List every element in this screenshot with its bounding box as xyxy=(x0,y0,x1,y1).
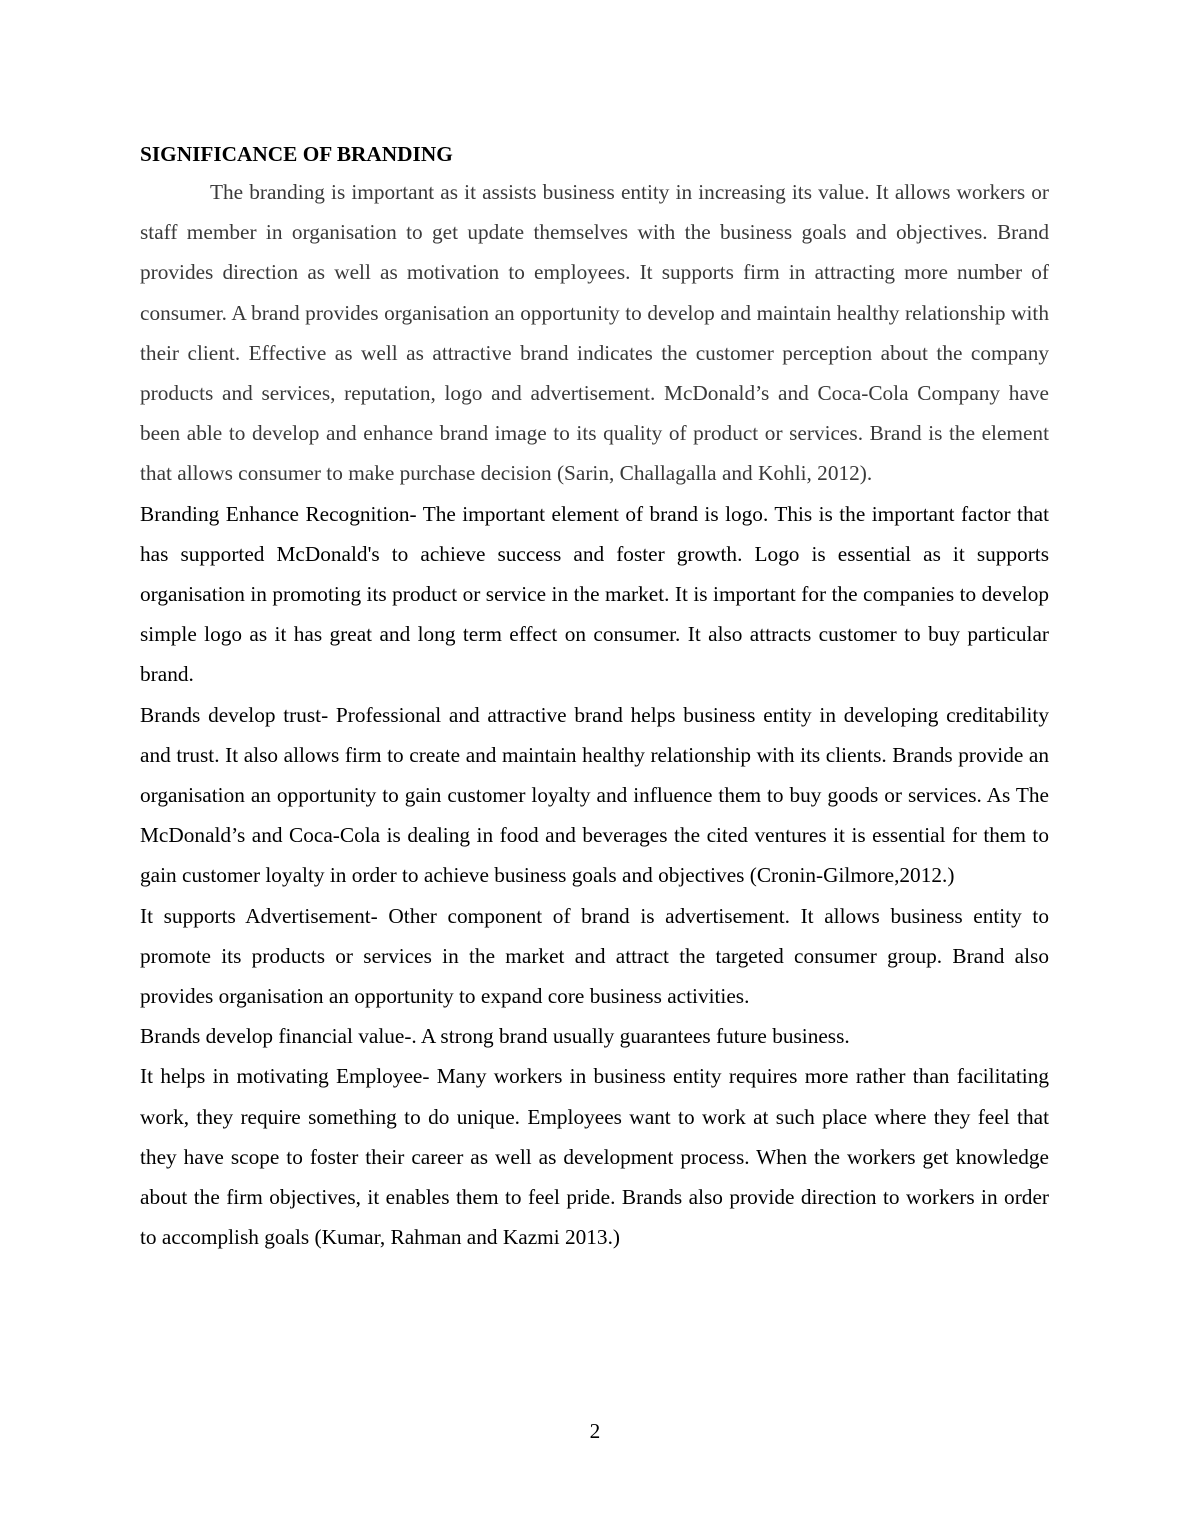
paragraph-recognition: Branding Enhance Recognition- The important element of brand is logo. This is the important factor that has supported McDonald's to achieve success and foster growth. Logo is essential as it supports organisation in promoting its product or service in the market. It is important for the companies to develop simple logo as it has great and long term effect on consumer. It also attracts customer to buy particular brand. xyxy=(140,501,1049,687)
page-number: 2 xyxy=(589,1419,601,1443)
paragraph-financial-value: Brands develop financial value-. A strong brand usually guarantees future business. xyxy=(140,1024,850,1049)
paragraph-motivating-employee: It helps in motivating Employee- Many workers in business entity requires more rather than facilitating work, they require something to do unique. Employees want to work at such place where they feel that they have scope to foster their career as well as development process. When the workers get knowledge about the firm objectives, it enables them to feel pride. Brands also provide direction to workers in order to accomplish goals (Kumar, Rahman and Kazmi 2013.) xyxy=(140,1064,1049,1250)
paragraph-intro: The branding is important as it assists business entity in increasing its value. It allows workers or staff member in organisation to get update themselves with the business goals and objectives. Brand provides direction as well as motivation to employees. It supports firm in attracting more number of consumer. A brand provides organisation an opportunity to develop and maintain healthy relationship with their client. Effective as well as attractive brand indicates the customer perception about the company products and services, reputation, logo and advertisement. McDonald’s and Coca-Cola Company have been able to develop and enhance brand image to its quality of product or services. Brand is the element that allows consumer to make purchase decision (Sarin, Challagalla and Kohli, 2012). xyxy=(140,180,1049,486)
paragraph-advertisement: It supports Advertisement- Other component of brand is advertisement. It allows business entity to promote its products or services in the market and attract the targeted consumer group. Brand also provides organisation an opportunity to expand core business activities. xyxy=(140,903,1049,1009)
page-body xyxy=(140,138,1049,1257)
section-heading: SIGNIFICANCE OF BRANDING xyxy=(140,142,453,166)
paragraph-trust: Brands develop trust- Professional and attractive brand helps business entity in developing creditability and trust. It also allows firm to create and maintain healthy relationship with its clients. Brands provide an organisation an opportunity to gain customer loyalty and influence them to buy goods or services. As The McDonald’s and Coca-Cola is dealing in food and beverages the cited ventures it is essential for them to gain customer loyalty in order to achieve business goals and objectives (Cronin-Gilmore,2012.) xyxy=(140,702,1049,888)
